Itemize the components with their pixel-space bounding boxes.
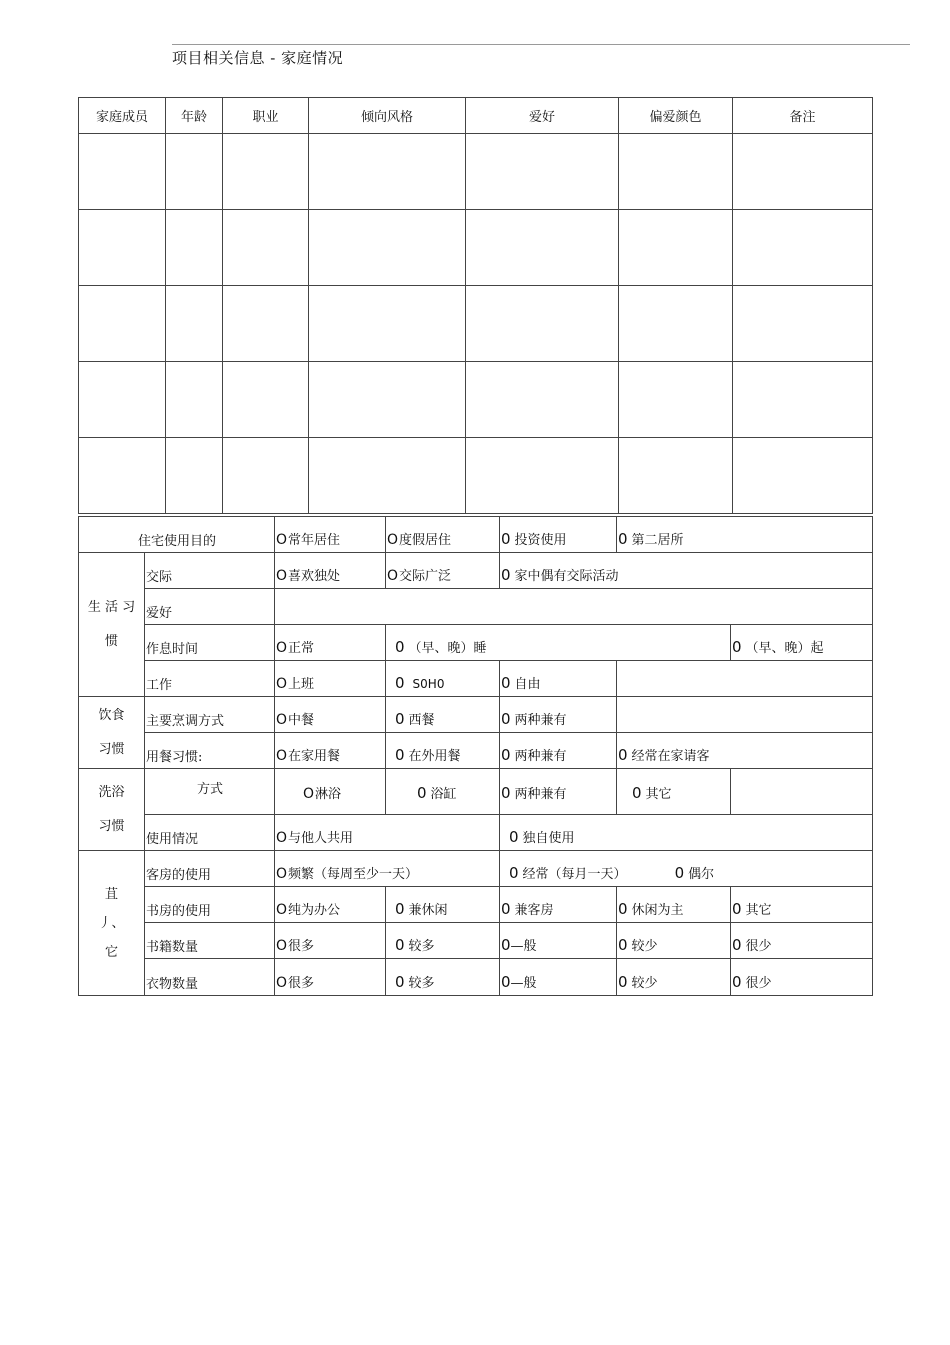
option-clothes-average[interactable]: 0—般 bbox=[500, 959, 617, 996]
hobby-row bbox=[79, 589, 873, 625]
clothes-label: 衣物数量 bbox=[145, 959, 275, 996]
option-study-leisure[interactable]: 0 兼休闲 bbox=[386, 887, 500, 923]
option-books-average[interactable]: 0—般 bbox=[500, 923, 617, 959]
radio-zero-icon: 0 bbox=[395, 674, 405, 692]
radio-zero-icon: 0 bbox=[501, 746, 511, 764]
option-study-other[interactable]: 0 其它 bbox=[731, 887, 873, 923]
study-room-row bbox=[79, 887, 873, 923]
radio-zero-icon: 0 bbox=[732, 900, 742, 918]
table-row bbox=[79, 210, 873, 286]
option-sociable[interactable]: O交际广泛 bbox=[386, 553, 500, 589]
radio-zero-icon: 0 bbox=[618, 973, 628, 991]
radio-zero-icon: 0 bbox=[632, 784, 642, 802]
radio-zero-icon: 0 bbox=[395, 746, 405, 764]
table-row bbox=[79, 438, 873, 514]
radio-zero-icon: 0 bbox=[501, 530, 511, 548]
radio-zero-icon: 0 bbox=[732, 638, 742, 656]
option-eat-at-home[interactable]: O在家用餐 bbox=[275, 733, 386, 769]
option-second-home[interactable]: 0 第二居所 bbox=[617, 517, 873, 553]
bath-usage-row bbox=[79, 815, 873, 851]
radio-circle-icon: O bbox=[276, 902, 288, 918]
radio-circle-icon: O bbox=[387, 532, 399, 548]
option-occasional-gatherings[interactable]: 0 家中偶有交际活动 bbox=[500, 553, 873, 589]
option-bath-other[interactable]: 0 其它 bbox=[617, 769, 731, 815]
household-survey-table bbox=[78, 516, 873, 996]
option-private[interactable]: 0 独自使用 bbox=[500, 815, 873, 851]
radio-zero-icon: 0 bbox=[618, 900, 628, 918]
option-normal[interactable]: O正常 bbox=[275, 625, 386, 661]
radio-zero-icon: 0 bbox=[501, 674, 511, 692]
social-row bbox=[79, 553, 873, 589]
books-row bbox=[79, 923, 873, 959]
radio-zero-icon: 0 bbox=[395, 638, 405, 656]
option-both-dining[interactable]: 0 两种兼有 bbox=[500, 733, 617, 769]
header-color: 偏爱颜色 bbox=[619, 98, 733, 134]
radio-zero-icon: 0 bbox=[618, 936, 628, 954]
guest-room-label: 客房的使用 bbox=[145, 851, 275, 887]
option-soho[interactable]: 0 S0H0 bbox=[386, 661, 500, 697]
option-books-very-few[interactable]: 0 很少 bbox=[731, 923, 873, 959]
radio-zero-icon: 0 bbox=[509, 828, 519, 846]
schedule-label: 作息时间 bbox=[145, 625, 275, 661]
option-freelance[interactable]: 0 自由 bbox=[500, 661, 617, 697]
option-year-round[interactable]: O常年居住 bbox=[275, 517, 386, 553]
radio-zero-icon: 0 bbox=[618, 530, 628, 548]
page-title: 项目相关信息 - 家庭情况 bbox=[172, 49, 344, 67]
radio-circle-icon: O bbox=[276, 532, 288, 548]
radio-zero-icon: 0 bbox=[501, 566, 511, 584]
header-age: 年龄 bbox=[166, 98, 223, 134]
radio-circle-icon: O bbox=[276, 568, 288, 584]
cooking-label: 主要烹调方式 bbox=[145, 697, 275, 733]
radio-zero-icon: 0 bbox=[501, 936, 511, 954]
radio-zero-icon: 0 bbox=[501, 784, 511, 802]
radio-circle-icon: O bbox=[303, 786, 315, 802]
radio-zero-icon: 0 bbox=[395, 710, 405, 728]
header-occupation: 职业 bbox=[223, 98, 309, 134]
option-host-guests[interactable]: 0 经常在家请客 bbox=[617, 733, 873, 769]
option-investment[interactable]: 0 投资使用 bbox=[500, 517, 617, 553]
radio-circle-icon: O bbox=[276, 830, 288, 846]
radio-circle-icon: O bbox=[276, 975, 288, 991]
option-both-cuisines[interactable]: 0 两种兼有 bbox=[500, 697, 617, 733]
option-chinese-food[interactable]: O中餐 bbox=[275, 697, 386, 733]
purpose-row bbox=[79, 517, 873, 553]
cooking-row bbox=[79, 697, 873, 733]
radio-zero-icon: 0 bbox=[732, 936, 742, 954]
header-hobby: 爱好 bbox=[466, 98, 619, 134]
bath-usage-label: 使用情况 bbox=[145, 815, 275, 851]
radio-zero-icon: 0 bbox=[674, 864, 685, 882]
option-guest-frequent[interactable]: O频繁（每周至少一天） bbox=[275, 851, 500, 887]
radio-circle-icon: O bbox=[276, 676, 288, 692]
header-member: 家庭成员 bbox=[79, 98, 166, 134]
option-bathtub[interactable]: 0 浴缸 bbox=[386, 769, 500, 815]
option-study-office[interactable]: O纯为办公 bbox=[275, 887, 386, 923]
header-style: 倾向风格 bbox=[309, 98, 466, 134]
hobby-label: 爱好 bbox=[145, 589, 275, 625]
radio-zero-icon: 0 bbox=[395, 973, 405, 991]
social-label: 交际 bbox=[145, 553, 275, 589]
purpose-label: 住宅使用目的 bbox=[79, 517, 275, 553]
radio-zero-icon: 0 bbox=[509, 864, 519, 882]
schedule-row bbox=[79, 625, 873, 661]
header-notes: 备注 bbox=[733, 98, 873, 134]
bath-method-row bbox=[79, 769, 873, 815]
study-room-label: 书房的使用 bbox=[145, 887, 275, 923]
radio-circle-icon: O bbox=[276, 748, 288, 764]
option-clothes-very-many[interactable]: O很多 bbox=[275, 959, 386, 996]
option-wake-time[interactable]: 0 （早、晚）起 bbox=[731, 625, 873, 661]
option-prefer-alone[interactable]: O喜欢独处 bbox=[275, 553, 386, 589]
table-row bbox=[79, 362, 873, 438]
option-eat-out[interactable]: 0 在外用餐 bbox=[386, 733, 500, 769]
option-guest-often[interactable]: 0 经常（每月一天） 0 偶尔 bbox=[500, 851, 873, 887]
option-study-guest[interactable]: 0 兼客房 bbox=[500, 887, 617, 923]
dining-label: 用餐习惯: bbox=[145, 733, 275, 769]
guest-room-row bbox=[79, 851, 873, 887]
option-office-job[interactable]: O上班 bbox=[275, 661, 386, 697]
family-members-table bbox=[78, 97, 873, 514]
hobby-field[interactable] bbox=[275, 589, 873, 625]
books-label: 书籍数量 bbox=[145, 923, 275, 959]
radio-circle-icon: O bbox=[276, 712, 288, 728]
radio-circle-icon: O bbox=[276, 640, 288, 656]
option-sleep-time[interactable]: 0 （早、晚）睡 bbox=[386, 625, 731, 661]
radio-zero-icon: 0 bbox=[417, 784, 427, 802]
bath-habits-group-label: 洗浴 习惯 bbox=[79, 769, 145, 851]
clothes-row bbox=[79, 959, 873, 996]
option-shower[interactable]: O淋浴 bbox=[275, 769, 386, 815]
other-group-label: 苴 丿、 它 bbox=[79, 851, 145, 996]
radio-circle-icon: O bbox=[276, 866, 288, 882]
life-habits-group-label: 生 活 习 惯 bbox=[79, 553, 145, 697]
radio-zero-icon: 0 bbox=[501, 900, 511, 918]
table-header-row bbox=[79, 98, 873, 134]
dining-row bbox=[79, 733, 873, 769]
option-books-many[interactable]: 0 较多 bbox=[386, 923, 500, 959]
work-row bbox=[79, 661, 873, 697]
option-vacation[interactable]: O度假居住 bbox=[386, 517, 500, 553]
option-clothes-few[interactable]: 0 较少 bbox=[617, 959, 731, 996]
radio-zero-icon: 0 bbox=[395, 936, 405, 954]
header-rule bbox=[172, 44, 910, 45]
option-western-food[interactable]: 0 西餐 bbox=[386, 697, 500, 733]
radio-zero-icon: 0 bbox=[618, 746, 628, 764]
work-label: 工作 bbox=[145, 661, 275, 697]
option-books-few[interactable]: 0 较少 bbox=[617, 923, 731, 959]
option-books-very-many[interactable]: O很多 bbox=[275, 923, 386, 959]
option-study-mainly-leisure[interactable]: 0 休闲为主 bbox=[617, 887, 731, 923]
diet-habits-group-label: 饮食 习惯 bbox=[79, 697, 145, 769]
option-clothes-very-few[interactable]: 0 很少 bbox=[731, 959, 873, 996]
bath-method-label: 方式 bbox=[145, 769, 275, 815]
radio-zero-icon: 0 bbox=[501, 710, 511, 728]
radio-zero-icon: 0 bbox=[395, 900, 405, 918]
option-clothes-many[interactable]: 0 较多 bbox=[386, 959, 500, 996]
radio-zero-icon: 0 bbox=[732, 973, 742, 991]
option-shared[interactable]: O与他人共用 bbox=[275, 815, 500, 851]
radio-zero-icon: 0 bbox=[501, 973, 511, 991]
table-row bbox=[79, 134, 873, 210]
radio-circle-icon: O bbox=[387, 568, 399, 584]
table-row bbox=[79, 286, 873, 362]
option-both-bath[interactable]: 0 两种兼有 bbox=[500, 769, 617, 815]
radio-circle-icon: O bbox=[276, 938, 288, 954]
